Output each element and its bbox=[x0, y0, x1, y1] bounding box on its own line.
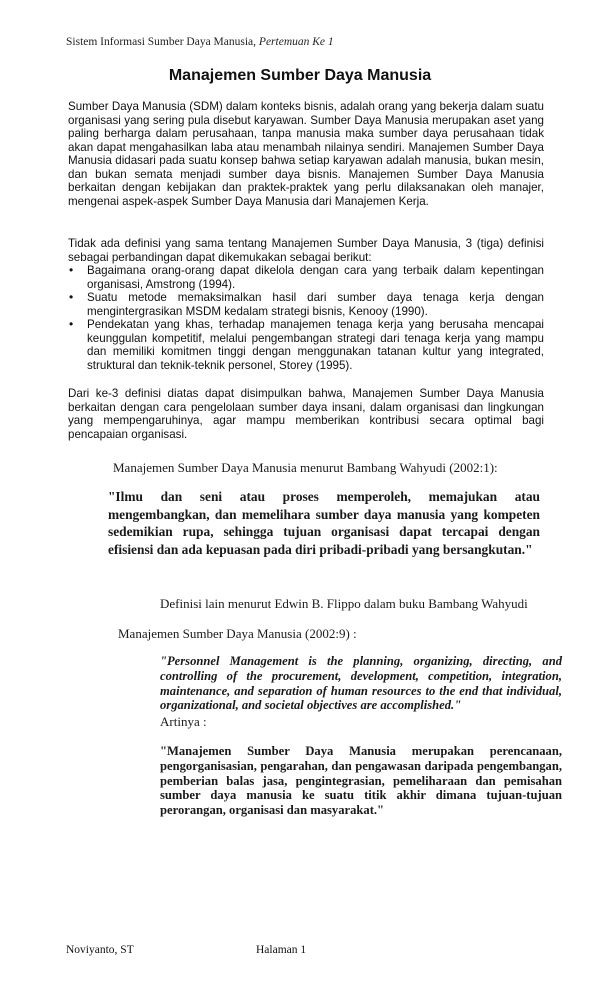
translation-label: Artinya : bbox=[160, 714, 207, 729]
quote-flippo-translation: "Manajemen Sumber Daya Manusia merupakan perencanaan, pengorganisasian, pengarahan, dan pengawasan daripada pengembangan, pemberian balas jasa, pengintegrasian, pemeliharaan dan pemisahan sumber daya manusia ke suatu titik akhir dimana tujuan-tujuan perorangan, organisasi dan masyarakat." bbox=[160, 744, 562, 818]
header-session: Pertemuan Ke 1 bbox=[258, 36, 334, 48]
list-item: • Bagaimana orang-orang dapat dikelola dengan cara yang terbaik dalam kepentingan organisasi, Amstrong (1994). bbox=[68, 264, 544, 291]
quote-source-wahyudi: Manajemen Sumber Daya Manusia menurut Bambang Wahyudi (2002:1): bbox=[113, 460, 498, 475]
footer-page-number: Halaman 1 bbox=[256, 944, 307, 956]
quote-source-flippo-line1: Definisi lain menurut Edwin B. Flippo dalam buku Bambang Wahyudi bbox=[160, 596, 528, 611]
document-title: Manajemen Sumber Daya Manusia bbox=[168, 67, 432, 84]
footer-author: Noviyanto, ST bbox=[66, 944, 134, 956]
paragraph-conclusion: Dari ke-3 definisi diatas dapat disimpulkan bahwa, Manajemen Sumber Daya Manusia berkaitan dengan cara pengelolaan sumber daya insani, dalam organisasi dan lingkungan yang mempengaruhinya, agar mampu memberikan kontribusi secara optimal bagi pencapaian organisasi. bbox=[68, 387, 544, 441]
quote-flippo-english: "Personnel Management is the planning, organizing, directing, and controlling of the procurement, development, competition, integration, maintenance, and separation of human resources to the end that individual, organizational, and societal objectives are accomplished." bbox=[160, 654, 562, 713]
list-item: • Suatu metode memaksimalkan hasil dari sumber daya tenaga kerja dengan mengintergrasikan MSDM kedalam strategi bisnis, Kenooy (1990). bbox=[68, 291, 544, 318]
paragraph-intro: Sumber Daya Manusia (SDM) dalam konteks bisnis, adalah orang yang bekerja dalam suatu organisasi yang sering pula disebut karyawan. Sumber Daya Manusia merupakan aset yang paling berharga dalam perusahaan, tanpa manusia maka sumber daya perusahaan tidak akan dapat mengahasilkan laba atau menambah nilainya sendiri. Manajemen Sumber Daya Manusia didasari pada suatu konsep bahwa setiap karyawan adalah manusia, bukan mesin, dan bukan semata menjadi sumber daya bisnis. Manajemen Sumber Daya Manusia berkaitan dengan kebijakan dan praktek-praktek yang perlu dilaksanakan oleh manajer, mengenai aspek-aspek Sumber Daya Manusia dari Manajemen Kerja. bbox=[68, 100, 544, 208]
list-item: • Pendekatan yang khas, terhadap manajemen tenaga kerja yang berusaha mencapai keunggulan kompetitif, melalui pengembangan strategi dari tenaga kerja yang mampu dan memiliki komitmen tinggi dengan menggunakan tatanan kultur yang integrated, struktural dan teknik-teknik personel, Storey (1995). bbox=[68, 318, 544, 372]
page-header bbox=[66, 36, 334, 48]
definition-list bbox=[68, 264, 544, 372]
quote-source-flippo-line2: Manajemen Sumber Daya Manusia (2002:9) : bbox=[118, 626, 357, 641]
quote-wahyudi: "Ilmu dan seni atau proses memperoleh, memajukan atau mengembangkan, dan memelihara sumber daya manusia yang kompeten sedemikian rupa, sehingga tujuan organisasi dapat tercapai dengan efisiensi dan ada kepuasan pada diri pribadi-pribadi yang bersangkutan." bbox=[108, 489, 540, 557]
paragraph-definitions-intro: Tidak ada definisi yang sama tentang Manajemen Sumber Daya Manusia, 3 (tiga) definisi sebagai perbandingan dapat dikemukakan sebagai berikut: bbox=[68, 237, 544, 264]
header-text: Sistem Informasi Sumber Daya Manusia, bbox=[66, 36, 257, 48]
